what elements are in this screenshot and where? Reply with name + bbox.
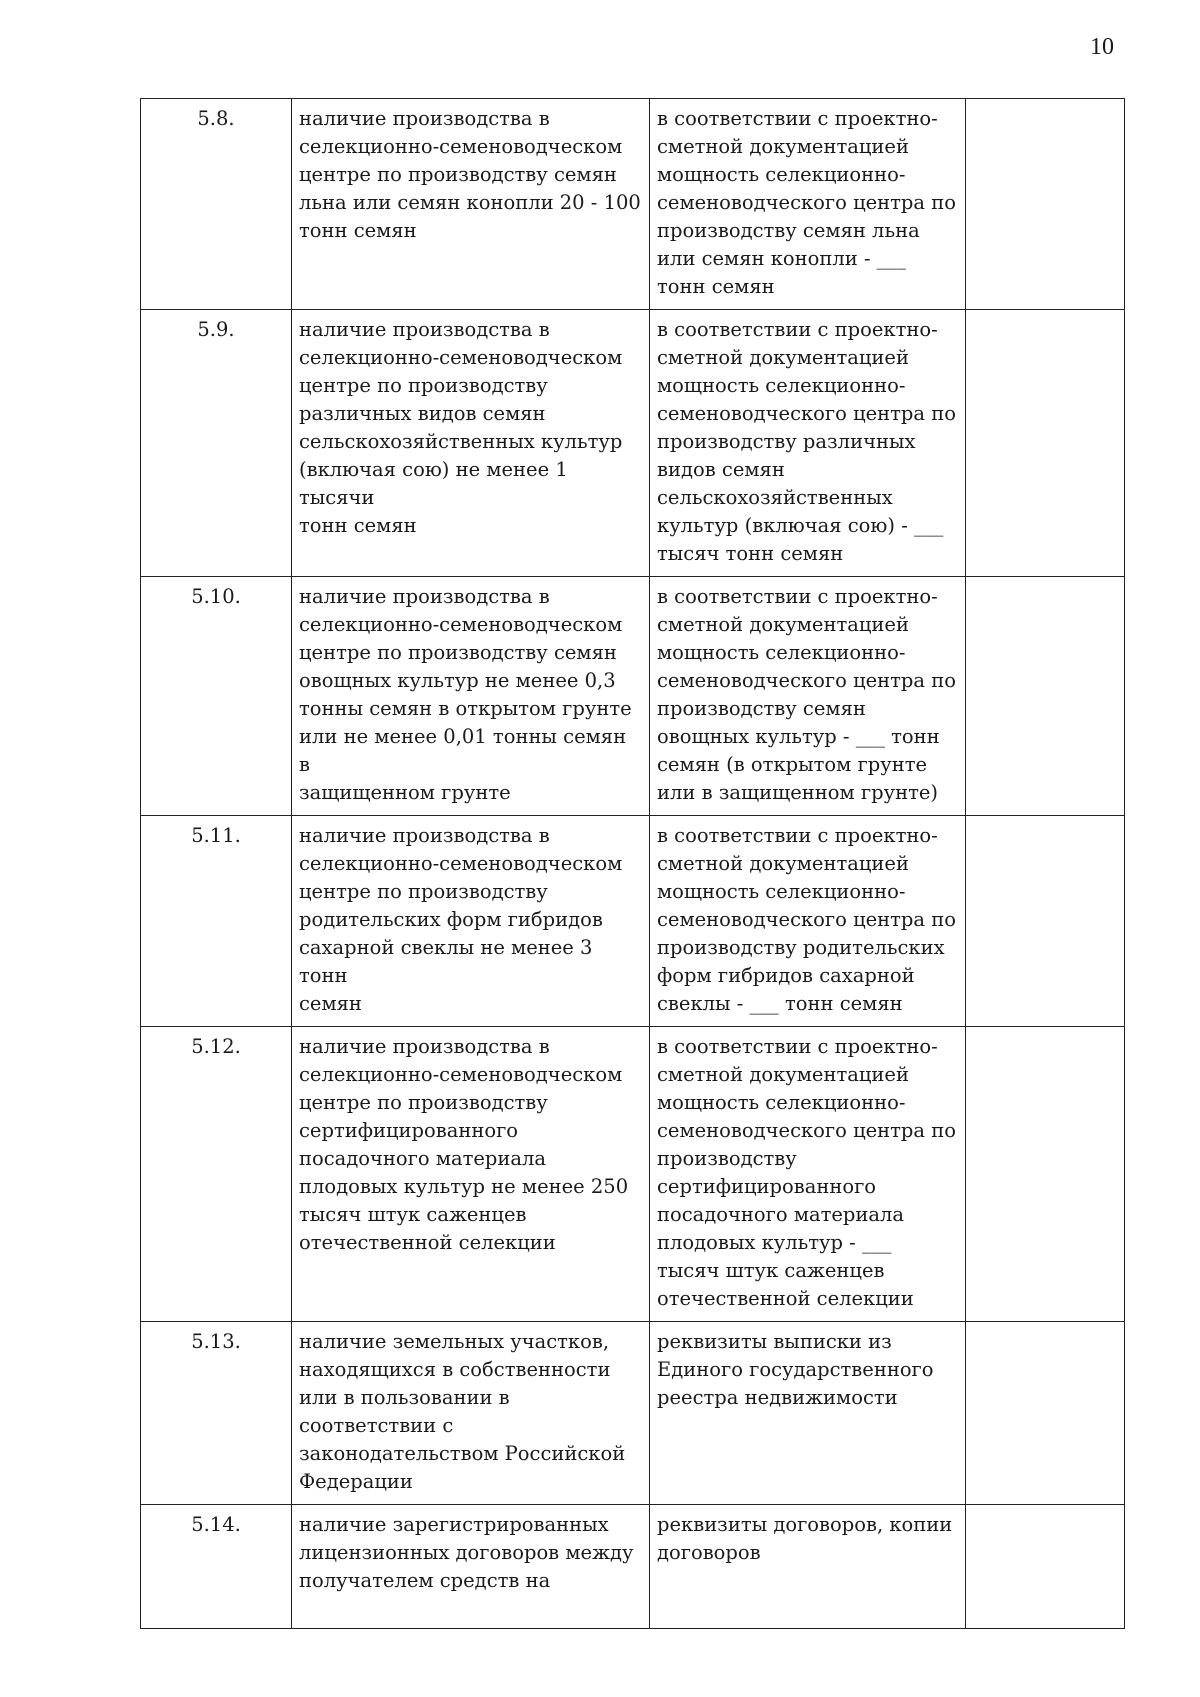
criterion-cell: наличие производства в селекционно-семеноводческом центре по производству родительских форм гибридов сахарной свеклы не менее 3 тонн семян (292, 816, 650, 1027)
row-number: 5.13. (141, 1322, 292, 1505)
mark-cell (966, 1027, 1125, 1322)
criterion-cell: наличие земельных участков, находящихся в собственности или в пользовании в соответствии с законодательством Российской Федерации (292, 1322, 650, 1505)
criterion-cell: наличие производства в селекционно-семеноводческом центре по производству семян овощных культур не менее 0,3 тонны семян в открытом грунте или не менее 0,01 тонны семян в защищенном грунте (292, 577, 650, 816)
row-number: 5.14. (141, 1505, 292, 1629)
row-number: 5.12. (141, 1027, 292, 1322)
criterion-cell: наличие производства в селекционно-семеноводческом центре по производству семян льна или семян конопли 20 - 100 тонн семян (292, 99, 650, 310)
document-cell: в соответствии с проектно- сметной документацией мощность селекционно- семеноводческого центра по производству семян льна или семян конопли - ___ тонн семян (650, 99, 966, 310)
mark-cell (966, 310, 1125, 577)
table-row (141, 1027, 1125, 1322)
row-number: 5.8. (141, 99, 292, 310)
row-number: 5.9. (141, 310, 292, 577)
row-number: 5.11. (141, 816, 292, 1027)
document-cell: реквизиты выписки из Единого государственного реестра недвижимости (650, 1322, 966, 1505)
criterion-cell: наличие производства в селекционно-семеноводческом центре по производству различных видов семян сельскохозяйственных культур (включая сою) не менее 1 тысячи тонн семян (292, 310, 650, 577)
requirements-table (140, 98, 1125, 1629)
document-cell: в соответствии с проектно- сметной документацией мощность селекционно- семеноводческого центра по производству родительских форм гибридов сахарной свеклы - ___ тонн семян (650, 816, 966, 1027)
table-row (141, 99, 1125, 310)
table-row (141, 816, 1125, 1027)
document-cell: в соответствии с проектно- сметной документацией мощность селекционно- семеноводческого центра по производству сертифицированного посадочного материала плодовых культур - ___ тысяч штук саженцев отечественной селекции (650, 1027, 966, 1322)
table-row (141, 577, 1125, 816)
table-row (141, 310, 1125, 577)
page-number: 10 (1090, 34, 1114, 60)
mark-cell (966, 816, 1125, 1027)
document-cell: реквизиты договоров, копии договоров (650, 1505, 966, 1629)
criterion-cell: наличие зарегистрированных лицензионных договоров между получателем средств на (292, 1505, 650, 1629)
mark-cell (966, 1505, 1125, 1629)
mark-cell (966, 99, 1125, 310)
row-number: 5.10. (141, 577, 292, 816)
mark-cell (966, 577, 1125, 816)
document-cell: в соответствии с проектно- сметной документацией мощность селекционно- семеноводческого центра по производству различных видов семян сельскохозяйственных культур (включая сою) - ___ тысяч тонн семян (650, 310, 966, 577)
table-row (141, 1322, 1125, 1505)
mark-cell (966, 1322, 1125, 1505)
criterion-cell: наличие производства в селекционно-семеноводческом центре по производству сертифицированного посадочного материала плодовых культур не менее 250 тысяч штук саженцев отечественной селекции (292, 1027, 650, 1322)
document-cell: в соответствии с проектно- сметной документацией мощность селекционно- семеноводческого центра по производству семян овощных культур - ___ тонн семян (в открытом грунте или в защищенном грунте) (650, 577, 966, 816)
table-row (141, 1505, 1125, 1629)
